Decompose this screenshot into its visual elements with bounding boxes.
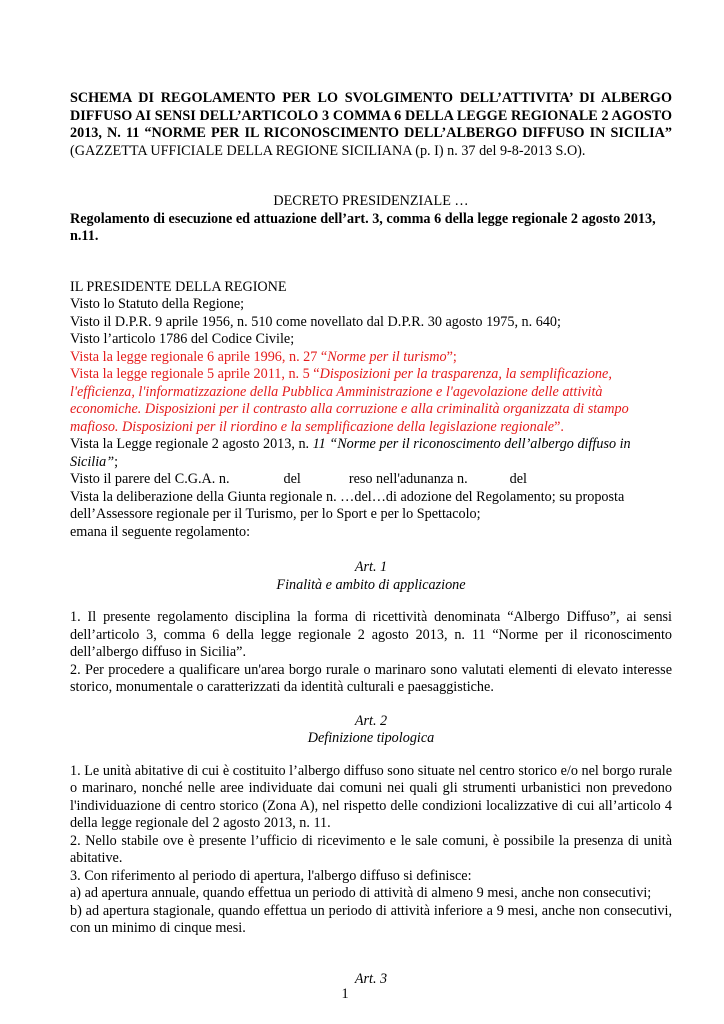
preamble-lr-2011 bbox=[70, 366, 672, 436]
preamble-lr-1996 bbox=[70, 349, 672, 367]
lr-2011-prefix: Vista la legge regionale 5 aprile 2011, n. 5 “ bbox=[70, 366, 320, 382]
lr-1996-prefix: Vista la legge regionale 6 aprile 1996, n. 27 “ bbox=[70, 348, 328, 365]
article-2 bbox=[70, 713, 672, 938]
article-2-number: Art. 2 bbox=[354, 712, 388, 729]
article-3-number: Art. 3 bbox=[354, 970, 388, 987]
document-title bbox=[70, 90, 672, 160]
preamble-parere bbox=[70, 471, 672, 489]
article-2-paragraph-1: 1. Le unità abitative di cui è costituito l’albergo diffuso sono situate nel centro storico e/o nel borgo rurale o marinaro, nonché nelle aree individuate dai comuni nei quali gli strumenti urbanistici non prevedono l'individuazione di centro storico (Zona A), nel rispetto delle condizioni localizzative di cui all’articolo 4 della legge regionale del 2 agosto 2013, n. 11. bbox=[70, 762, 672, 831]
page-number: 1 bbox=[341, 986, 349, 1002]
preamble-dpr: Visto il D.P.R. 9 aprile 1956, n. 510 come novellato dal D.P.R. 30 agosto 1975, n. 640; bbox=[70, 313, 561, 330]
preamble-emana: emana il seguente regolamento: bbox=[70, 523, 251, 540]
article-2-paragraph-3: 3. Con riferimento al periodo di apertura, l'albergo diffuso si definisce: bbox=[70, 867, 472, 884]
lr-2011-suffix: ”. bbox=[554, 418, 564, 435]
article-1-paragraph-1: 1. Il presente regolamento disciplina la forma di ricettività denominata “Albergo Diffuso”, ai sensi dell’articolo 3, comma 6 della legge regionale 2 agosto 2013, n. 11 “Norme per il riconoscimento dell’albergo diffuso in Sicilia”. bbox=[70, 609, 672, 660]
preamble bbox=[70, 279, 672, 542]
decree-subtitle: Regolamento di esecuzione ed attuazione dell’art. 3, comma 6 della legge regionale 2 agosto 2013, n.11. bbox=[70, 210, 656, 244]
parere-adunanza: reso nell'adunanza n. bbox=[348, 471, 468, 487]
article-2-paragraph-3a: a) ad apertura annuale, quando effettua un periodo di attività di almeno 9 mesi, anche non consecutivi; bbox=[70, 885, 652, 901]
preamble-lr-2013 bbox=[70, 436, 672, 471]
lr-1996-suffix: ”; bbox=[446, 348, 457, 365]
article-1-heading: Finalità e ambito di applicazione bbox=[276, 576, 466, 593]
decree-heading: DECRETO PRESIDENZIALE … bbox=[273, 193, 469, 209]
lr-2013-suffix: ; bbox=[114, 453, 119, 470]
article-1-number: Art. 1 bbox=[354, 559, 388, 575]
article-1-paragraph-2: 2. Per procedere a qualificare un'area borgo rurale o marinaro sono valutati elementi di elevato interesse storico, monumentale o caratterizzati da identità culturali e paesaggistiche. bbox=[70, 661, 672, 695]
preamble-codice: Visto l’articolo 1786 del Codice Civile; bbox=[70, 331, 295, 347]
lr-2011-title: Disposizioni per la trasparenza, la semplificazione, l'efficienza, l'informatizzazione della Pubblica Amministrazione e l'agevolazione delle attività economiche. Disposizioni per il contrasto alla corruzione e alla criminalità organizzata di stampo mafioso. Disposizioni per il riordino e la semplificazione della legislazione regionale bbox=[70, 366, 629, 435]
article-2-paragraph-3b: b) ad apertura stagionale, quando effettua un periodo di attività inferiore a 9 mesi, anche non consecutivi, con un minimo di cinque mesi. bbox=[70, 902, 672, 936]
document-page bbox=[70, 90, 672, 988]
preamble-deliberazione: Vista la deliberazione della Giunta regionale n. …del…di adozione del Regolamento; su proposta dell’Assessore regionale per il Turismo, per lo Sport e per lo Spettacolo; bbox=[70, 488, 625, 522]
parere-del-2: del bbox=[509, 471, 527, 487]
article-1 bbox=[70, 559, 672, 697]
lr-2013-prefix: Vista la Legge regionale 2 agosto 2013, n. bbox=[70, 436, 313, 452]
lr-1996-title: Norme per il turismo bbox=[327, 348, 447, 365]
preamble-statuto: Visto lo Statuto della Regione; bbox=[70, 296, 245, 312]
parere-del-1: del bbox=[283, 471, 301, 487]
document-title-gazette: (GAZZETTA UFFICIALE DELLA REGIONE SICILIANA (p. I) n. 37 del 9-8-2013 S.O). bbox=[70, 142, 586, 159]
document-title-bold: SCHEMA DI REGOLAMENTO PER LO SVOLGIMENTO DELL’ATTIVITA’ DI ALBERGO DIFFUSO AI SENSI DELL’ARTICOLO 3 COMMA 6 DELLA LEGGE REGIONALE 2 AGOSTO 2013, N. 11 “NORME PER IL RICONOSCIMENTO DELL’ALBERGO DIFFUSO IN SICILIA” bbox=[70, 90, 672, 141]
parere-cga: Visto il parere del C.G.A. n. bbox=[70, 471, 230, 487]
article-2-paragraph-2: 2. Nello stabile ove è presente l’ufficio di ricevimento e le sale comuni, è possibile la presenza di unità abitative. bbox=[70, 832, 672, 866]
preamble-president: IL PRESIDENTE DELLA REGIONE bbox=[70, 278, 287, 295]
lr-2013-title: 11 “Norme per il riconoscimento dell’albergo diffuso in Sicilia” bbox=[70, 436, 631, 470]
article-2-heading: Definizione tipologica bbox=[307, 730, 435, 746]
